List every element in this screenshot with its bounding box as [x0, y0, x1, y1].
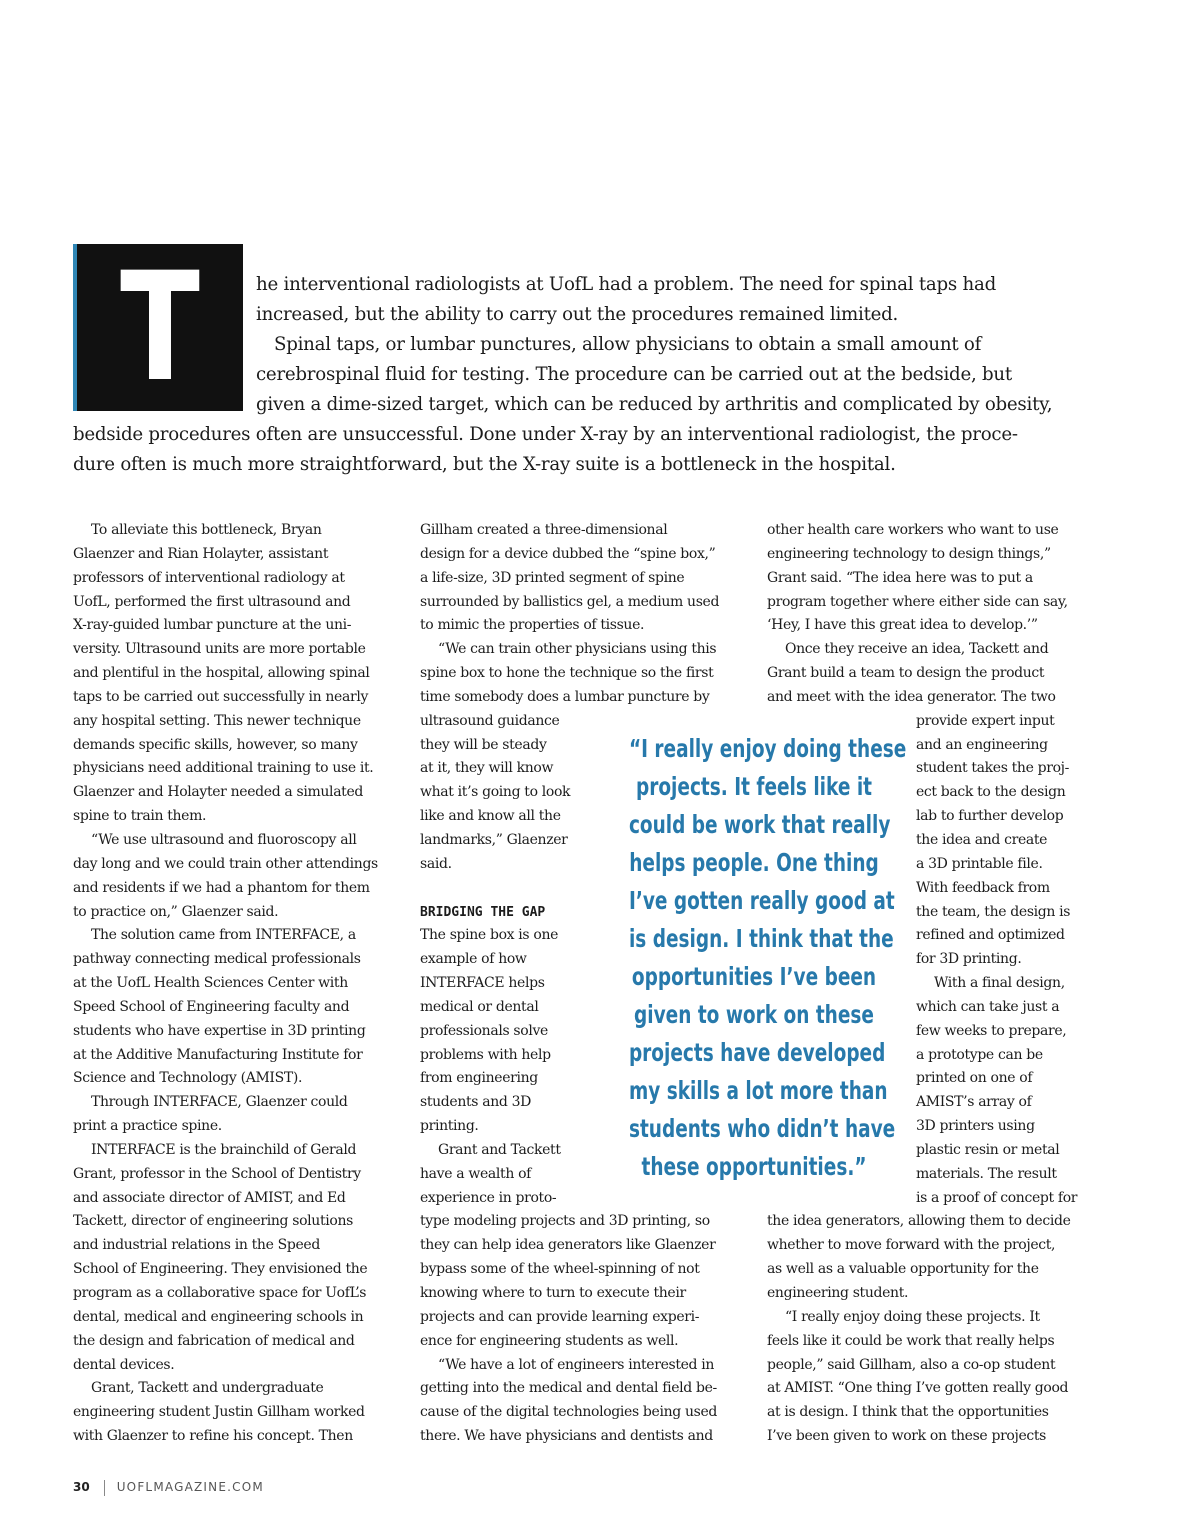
text-line: people,” said Gillham, also a co-op student: [767, 1356, 1056, 1373]
text-line: the design and fabrication of medical and: [73, 1332, 355, 1349]
text-line: Speed School of Engineering faculty and: [73, 998, 350, 1015]
text-line: ence for engineering students as well.: [420, 1332, 679, 1349]
intro-line: cerebrospinal fluid for testing. The procedure can be carried out at the bedside, but: [256, 364, 1012, 385]
text-line: Science and Technology (AMIST).: [73, 1070, 303, 1087]
text-line: “We use ultrasound and fluoroscopy all: [91, 831, 357, 848]
text-line: “We can train other physicians using this: [438, 641, 717, 658]
text-line: printing.: [420, 1118, 479, 1135]
column-1: [73, 519, 378, 1449]
intro-line: dure often is much more straightforward, but the X-ray suite is a bottleneck in the hospital.: [73, 454, 896, 475]
text-line: at the Additive Manufacturing Institute for: [73, 1046, 363, 1063]
text-line: surrounded by ballistics gel, a medium used: [420, 593, 720, 610]
text-line: UofL, performed the first ultrasound and: [73, 593, 351, 610]
text-line: at the UofL Health Sciences Center with: [73, 975, 348, 992]
pull-quote-line: projects. It feels like it: [635, 772, 873, 801]
text-line: and plentiful in the hospital, allowing spinal: [73, 665, 370, 682]
intro-line: he interventional radiologists at UofL had a problem. The need for spinal taps had: [256, 274, 996, 295]
text-line: Grant said. “The idea here was to put a: [767, 569, 1033, 586]
text-line: type modeling projects and 3D printing, so: [420, 1213, 710, 1230]
text-line: have a wealth of: [420, 1165, 532, 1182]
pull-quote-line: these opportunities.”: [641, 1152, 867, 1181]
text-line: printed on one of: [916, 1070, 1033, 1087]
pull-quote-line: helps people. One thing: [629, 848, 879, 877]
text-line: spine to train them.: [73, 808, 207, 825]
pull-quote-line: my skills a lot more than: [628, 1076, 888, 1105]
text-line: for 3D printing.: [916, 951, 1022, 968]
text-line: demands specific skills, however, so many: [73, 736, 358, 753]
text-line: any hospital setting. This newer technique: [73, 712, 361, 729]
text-line: knowing where to turn to execute their: [420, 1285, 686, 1301]
text-line: program as a collaborative space for UofL’s: [73, 1285, 367, 1301]
text-line: cause of the digital technologies being used: [420, 1404, 718, 1421]
section-heading: BRIDGING THE GAP: [420, 904, 546, 920]
text-line: INTERFACE is the brainchild of Gerald: [91, 1141, 357, 1158]
text-line: Grant, professor in the School of Dentistry: [73, 1165, 361, 1182]
text-line: Gillham created a three-dimensional: [420, 522, 668, 538]
text-line: few weeks to prepare,: [916, 1022, 1067, 1039]
text-line: design for a device dubbed the “spine box,”: [420, 545, 716, 562]
text-line: X-ray-guided lumbar puncture at the uni-: [73, 617, 352, 634]
text-line: To alleviate this bottleneck, Bryan: [91, 522, 322, 538]
text-line: 3D printers using: [916, 1118, 1035, 1135]
text-line: Grant, Tackett and undergraduate: [91, 1380, 324, 1397]
drop-cap: [73, 241, 243, 415]
text-line: said.: [420, 855, 452, 872]
intro-line: bedside procedures often are unsuccessful. Done under X-ray by an interventional radiologist, the proce-: [73, 424, 1018, 445]
text-line: projects and can provide learning experi-: [420, 1308, 700, 1325]
text-line: dental devices.: [73, 1356, 175, 1373]
pull-quote: [585, 730, 923, 1186]
text-line: Once they receive an idea, Tackett and: [785, 641, 1049, 658]
text-line: The spine box is one: [420, 927, 559, 944]
text-line: medical or dental: [420, 998, 539, 1015]
text-line: what it’s going to look: [420, 784, 571, 801]
site-url: UOFLMAGAZINE.COM: [116, 1480, 264, 1494]
text-line: they will be steady: [420, 736, 547, 753]
text-line: provide expert input: [916, 712, 1055, 729]
text-line: the idea and create: [916, 831, 1048, 848]
pull-quote-line: students who didn’t have: [628, 1114, 896, 1143]
text-line: experience in proto-: [420, 1189, 557, 1206]
text-line: and residents if we had a phantom for them: [73, 879, 370, 896]
text-line: is a proof of concept for: [916, 1189, 1078, 1206]
text-line: physicians need additional training to use it.: [73, 760, 374, 777]
text-line: AMIST’s array of: [916, 1094, 1032, 1111]
text-line: engineering student.: [767, 1285, 909, 1301]
pull-quote-line: “I really enjoy doing these: [628, 734, 907, 763]
intro-line: given a dime-sized target, which can be reduced by arthritis and complicated by obesity,: [256, 394, 1053, 415]
text-line: “I really enjoy doing these projects. It: [785, 1308, 1040, 1325]
text-line: With feedback from: [916, 879, 1050, 896]
text-line: time somebody does a lumbar puncture by: [420, 688, 710, 705]
pull-quote-line: given to work on these: [634, 1000, 874, 1029]
text-line: plastic resin or metal: [916, 1141, 1060, 1158]
text-line: Grant build a team to design the product: [767, 665, 1045, 682]
pull-quote-line: opportunities I’ve been: [631, 962, 877, 991]
text-line: feels like it could be work that really helps: [767, 1332, 1055, 1349]
text-line: students who have expertise in 3D printing: [73, 1022, 366, 1039]
text-line: INTERFACE helps: [420, 975, 545, 992]
text-line: to practice on,” Glaenzer said.: [73, 903, 279, 920]
text-line: example of how: [420, 951, 527, 968]
pull-quote-line: is design. I think that the: [628, 924, 894, 953]
text-line: day long and we could train other attendings: [73, 855, 378, 872]
text-line: a 3D printable file.: [916, 855, 1043, 872]
text-line: dental, medical and engineering schools in: [73, 1308, 364, 1325]
text-line: they can help idea generators like Glaenzer: [420, 1237, 716, 1254]
text-line: and meet with the idea generator. The two: [767, 688, 1056, 705]
text-line: which can take just a: [916, 998, 1060, 1015]
page-number: 30: [73, 1480, 90, 1494]
text-line: the idea generators, allowing them to decide: [767, 1213, 1071, 1230]
pull-quote-line: projects have developed: [628, 1038, 886, 1067]
text-line: students and 3D: [420, 1094, 532, 1111]
pull-quote-line: could be work that really: [628, 810, 891, 839]
text-line: at AMIST. “One thing I’ve gotten really good: [767, 1380, 1069, 1397]
text-line: professionals solve: [420, 1022, 548, 1039]
text-line: Glaenzer and Holayter needed a simulated: [73, 784, 364, 801]
text-line: at is design. I think that the opportunities: [767, 1404, 1049, 1421]
footer-divider: [104, 1480, 105, 1496]
text-line: Grant and Tackett: [438, 1141, 561, 1158]
text-line: a prototype can be: [916, 1046, 1043, 1063]
drop-cap-letter: T: [120, 241, 200, 415]
text-line: ultrasound guidance: [420, 712, 560, 729]
text-line: with Glaenzer to refine his concept. Then: [73, 1428, 353, 1445]
page-footer: [73, 1477, 264, 1497]
text-line: as well as a valuable opportunity for the: [767, 1261, 1039, 1278]
text-line: whether to move forward with the project,: [767, 1237, 1056, 1254]
text-line: The solution came from INTERFACE, a: [91, 927, 356, 944]
pull-quote-line: I’ve gotten really good at: [628, 886, 895, 915]
text-line: “We have a lot of engineers interested in: [438, 1356, 715, 1373]
text-line: there. We have physicians and dentists and: [420, 1428, 713, 1445]
text-line: refined and optimized: [916, 927, 1065, 944]
text-line: bypass some of the wheel-spinning of not: [420, 1261, 700, 1278]
text-line: and associate director of AMIST, and Ed: [73, 1189, 346, 1206]
text-line: landmarks,” Glaenzer: [420, 831, 568, 848]
text-line: to mimic the properties of tissue.: [420, 617, 645, 634]
text-line: engineering technology to design things,”: [767, 545, 1051, 562]
intro-line: Spinal taps, or lumbar punctures, allow physicians to obtain a small amount of: [274, 334, 982, 355]
text-line: like and know all the: [420, 808, 561, 825]
text-line: other health care workers who want to use: [767, 522, 1059, 538]
text-line: program together where either side can say,: [767, 593, 1068, 610]
text-line: student takes the proj-: [916, 760, 1070, 777]
text-line: With a final design,: [934, 975, 1065, 992]
text-line: at it, they will know: [420, 760, 554, 777]
text-line: School of Engineering. They envisioned the: [73, 1261, 368, 1278]
text-line: I’ve been given to work on these projects: [767, 1428, 1047, 1445]
text-line: the team, the design is: [916, 903, 1071, 920]
text-line: lab to further develop: [916, 808, 1064, 825]
text-line: a life-size, 3D printed segment of spine: [420, 569, 685, 586]
text-line: and an engineering: [916, 736, 1048, 753]
text-line: materials. The result: [916, 1165, 1057, 1182]
text-line: getting into the medical and dental field be-: [420, 1380, 717, 1397]
text-line: problems with help: [420, 1046, 551, 1063]
text-line: spine box to hone the technique so the first: [420, 665, 714, 682]
text-line: Tackett, director of engineering solutions: [73, 1213, 353, 1230]
text-line: and industrial relations in the Speed: [73, 1237, 320, 1254]
text-line: ect back to the design: [916, 784, 1066, 801]
text-line: ‘Hey, I have this great idea to develop.’”: [767, 617, 1038, 634]
text-line: engineering student Justin Gillham worked: [73, 1404, 365, 1421]
text-line: versity. Ultrasound units are more portable: [73, 641, 366, 658]
intro-line: increased, but the ability to carry out the procedures remained limited.: [256, 304, 899, 325]
text-line: professors of interventional radiology at: [73, 569, 345, 586]
text-line: pathway connecting medical professionals: [73, 951, 361, 968]
text-line: Through INTERFACE, Glaenzer could: [91, 1094, 348, 1111]
text-line: taps to be carried out successfully in nearly: [73, 688, 369, 705]
text-line: from engineering: [420, 1070, 538, 1087]
text-line: Glaenzer and Rian Holayter, assistant: [73, 545, 329, 562]
text-line: print a practice spine.: [73, 1118, 222, 1135]
